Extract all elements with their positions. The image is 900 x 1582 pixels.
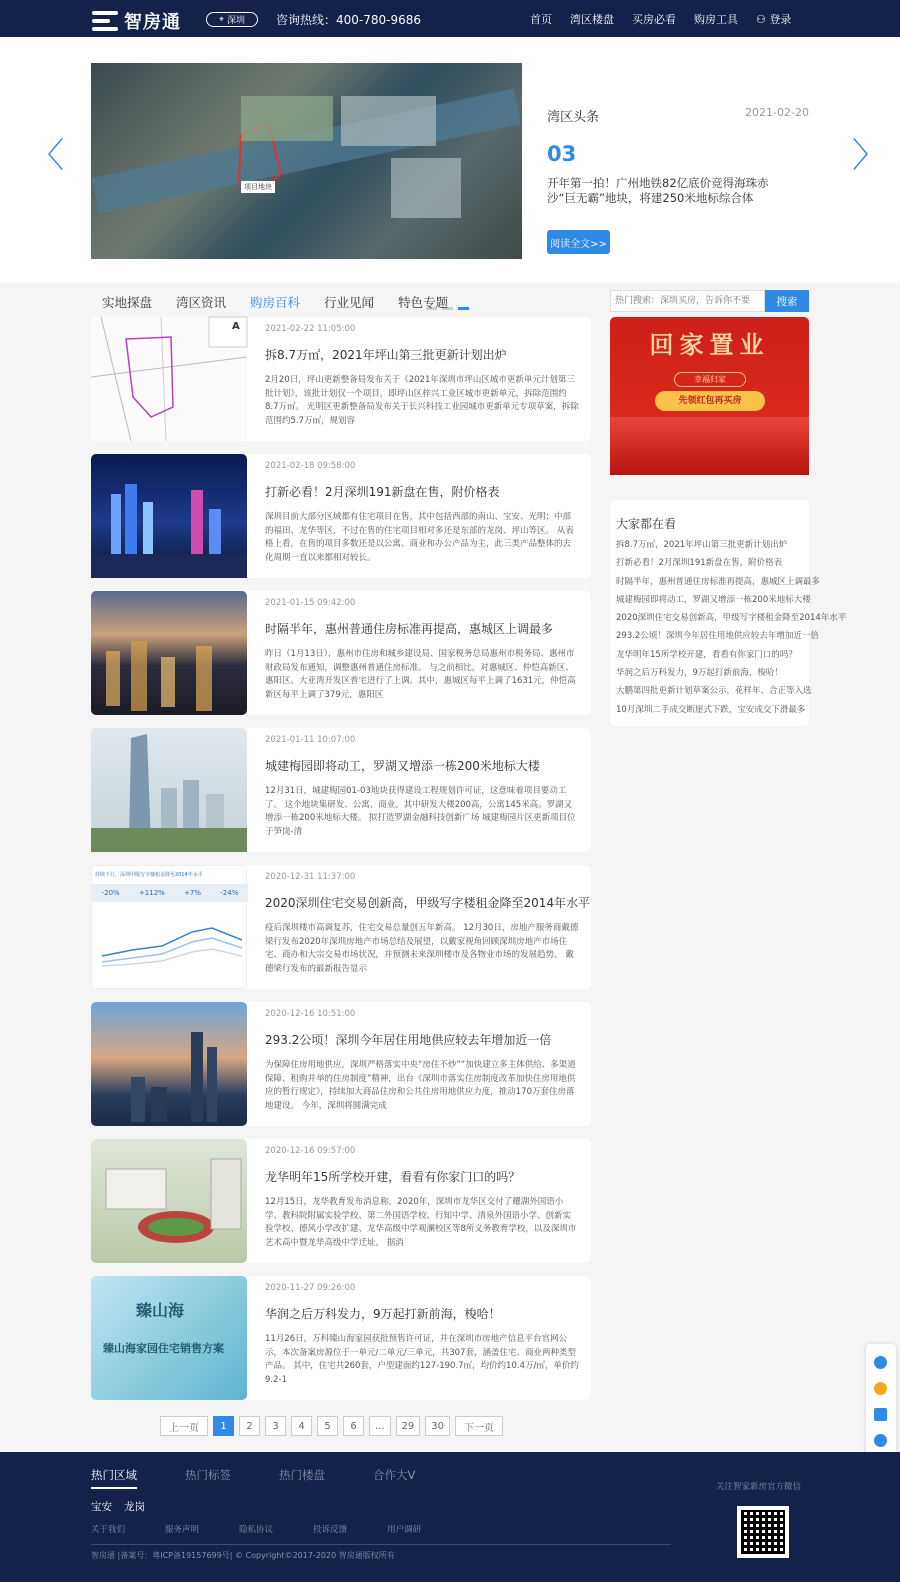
- area-link[interactable]: 宝安: [91, 1501, 112, 1513]
- read-more-button[interactable]: 阅读全文>>: [547, 230, 610, 254]
- nav-home[interactable]: 首页: [530, 13, 552, 26]
- article-summary: 12月15日，龙华教育发布消息称，2020年，深圳市龙华区交付了耀湖外国语小学、教科院附属实验学校、第二外国语学校、行知中学、清泉外国语小学、创新实验学校、德风小学改扩建、龙华高级中学观澜校区等8所义务教育学校，以及深圳市艺术高中暨龙华高级中学迁址。 据消: [265, 1197, 577, 1248]
- article-card[interactable]: [91, 317, 591, 441]
- article-title[interactable]: 拆8.7万㎡，2021年坪山第三批更新计划出炉: [265, 348, 507, 362]
- article-thumbnail: [91, 591, 247, 715]
- article-title[interactable]: 龙华明年15所学校开建，看看有你家门口的吗？: [265, 1170, 521, 1184]
- chart-stat: -24%: [220, 889, 239, 897]
- login-label: 登录: [769, 13, 792, 26]
- article-date: 2021-02-18 09:58:00: [265, 461, 356, 471]
- tower-render-graphic: [91, 728, 247, 852]
- carousel-dot-active[interactable]: [458, 307, 469, 310]
- promo-banner[interactable]: [610, 317, 809, 475]
- footer-link-survey[interactable]: 用户调研: [387, 1525, 422, 1535]
- popular-item[interactable]: 大鹏第四批更新计划草案公示，花样年、合正等入选: [616, 686, 812, 697]
- top-navbar: [0, 0, 900, 37]
- popular-item[interactable]: 华润之后万科发力，9万起打新前海，梭哈！: [616, 668, 783, 679]
- article-summary: 11月26日，万科臻山海家园获批预售许可证，并在深圳市房地产信息平台官网公示，本次备案房源位于一单元/二单元/三单元，共307套，涵盖住宅、商业两种类型产品。 其中，住宅共260套，户型建面约127-190.7㎡，均价约10.4万/㎡，单价约9.2-1: [265, 1334, 579, 1385]
- popular-item[interactable]: 拆8.7万㎡，2021年坪山第三批更新计划出炉: [616, 540, 788, 550]
- wechat-label: 关注智家新房官方微信: [716, 1482, 802, 1492]
- article-date: 2020-12-16 09:57:00: [265, 1146, 356, 1156]
- page-ellipsis: ...: [369, 1416, 391, 1436]
- user-icon: ⚇: [756, 13, 766, 26]
- article-thumbnail: [91, 317, 247, 441]
- page-button[interactable]: 2: [239, 1416, 260, 1436]
- page-button[interactable]: 4: [291, 1416, 312, 1436]
- banner-headline[interactable]: 开年第一拍！广州地铁82亿底价竞得海珠赤沙“巨无霸”地块，将建250米地标综合体: [547, 176, 769, 205]
- article-thumbnail: [91, 1139, 247, 1263]
- article-title[interactable]: 时隔半年，惠州普通住房标准再提高，惠城区上调最多: [265, 622, 554, 636]
- map-corner-logo: A: [232, 321, 240, 332]
- article-date: 2021-02-22 11:05:00: [265, 324, 356, 334]
- page-button[interactable]: 3: [265, 1416, 286, 1436]
- article-title[interactable]: 城建梅园即将动工，罗湖又增添一栋200米地标大楼: [265, 759, 540, 773]
- article-date: 2020-12-31 11:37:00: [265, 872, 356, 882]
- popular-item[interactable]: 打新必看！2月深圳191新盘在售，附价格表: [616, 558, 783, 569]
- page-button[interactable]: 5: [317, 1416, 338, 1436]
- tab-bay-news[interactable]: 湾区资讯: [176, 295, 227, 310]
- article-thumbnail: [91, 1002, 247, 1126]
- skyline-graphic: [91, 1002, 247, 1126]
- article-card[interactable]: [91, 1002, 591, 1126]
- chart-caption: 持续下行，深圳甲级写字楼租金降至2014年水平: [95, 872, 203, 878]
- page-button[interactable]: 30: [425, 1416, 450, 1436]
- tab-special-topics[interactable]: 特色专题: [398, 295, 449, 310]
- search-button[interactable]: 搜索: [765, 290, 809, 312]
- article-summary: 昨日（1月13日），惠州市住房和城乡建设局、国家税务总局惠州市税务局、惠州市财政局发布通知，调整惠州普通住房标准。 与之前相比，对惠城区、仲恺高新区、惠阳区、大亚湾开发区普宅进行了上调。其中，惠城区每平上调了1631元，仲恺高新区每平上调了379元，惠阳区: [265, 649, 576, 700]
- article-summary: 12月31日，城建梅园01-03地块获得建设工程规划许可证，这意味着项目要动工了。 这个地块集研发、公寓、商业。其中研发大楼200高，公寓145米高。罗湖又增添一栋200米地标大楼。 拟打造罗湖金融科技创新广场 城建梅园片区更新项目位于笋岗-清: [265, 786, 576, 837]
- footer-link-complaint[interactable]: 投诉反馈: [313, 1525, 348, 1535]
- next-page-button[interactable]: 下一页: [455, 1416, 503, 1436]
- banner-overlay-shapes: [91, 63, 522, 259]
- hotline: 咨询热线：400-780-9686: [276, 13, 422, 27]
- carousel-next-arrow-icon[interactable]: 〉: [852, 136, 886, 176]
- tab-industry-insights[interactable]: 行业见闻: [324, 295, 375, 310]
- popular-item[interactable]: 10月深圳二手成交断崖式下跌，宝安成交下滑最多: [616, 704, 806, 715]
- tab-site-visits[interactable]: 实地探盘: [102, 295, 153, 310]
- nav-buying-tools[interactable]: 购房工具: [694, 13, 738, 26]
- page-button[interactable]: 6: [343, 1416, 364, 1436]
- pagination: [160, 1416, 503, 1436]
- chart-stat: +7%: [184, 889, 202, 897]
- article-title[interactable]: 2020深圳住宅交易创新高，甲级写字楼租金降至2014年水平: [265, 896, 591, 910]
- nav-bay-area-properties[interactable]: 湾区楼盘: [570, 13, 614, 26]
- article-thumbnail: [91, 865, 247, 989]
- promo-subtitle: 幸福归家: [674, 372, 746, 387]
- qr-pattern: [741, 1510, 785, 1554]
- footer-areas: [91, 1499, 145, 1514]
- article-summary: 疫后深圳楼市高调复苏，住宅交易总量创五年新高。 12月30日，房地产服务商戴德梁行发布2020年深圳房地产市场总结及展望，以戴家视角回顾深圳房地产市场住宅、商办和大宗交易市场状况，并预测未来深圳楼市及各物业市场的发展趋势。 戴德梁行发布的最新报告显示: [265, 923, 579, 974]
- article-summary: 2月20日，坪山更新整备局发布关于《2021年深圳市坪山区城市更新单元计划第三批计划》，该批计划仅一个项目，即坪山区梓兴工业区城市更新单元，拆除范围约8.7万㎡。 光明区更新整备局发布关于长兴科技工业园城市更新单元专项草案，拆除范围约5.7万㎡，规划容: [265, 375, 579, 426]
- banner-tag: 湾区头条: [547, 110, 600, 125]
- chart-stat: -20%: [101, 889, 120, 897]
- city-dusk-graphic: [91, 591, 247, 715]
- article-card[interactable]: [91, 591, 591, 715]
- article-title[interactable]: 华润之后万科发力，9万起打新前海，梭哈！: [265, 1307, 501, 1321]
- search-input[interactable]: [610, 290, 765, 312]
- footer-links: [91, 1523, 421, 1535]
- project-logo: 臻山海: [136, 1301, 185, 1320]
- nav-buying-guide[interactable]: 买房必看: [632, 13, 676, 26]
- map-tag: 项目地块: [241, 181, 275, 193]
- article-card[interactable]: [91, 728, 591, 852]
- popular-item[interactable]: 293.2公顷！深圳今年居住用地供应较去年增加近一倍: [616, 631, 819, 642]
- article-card[interactable]: [91, 1139, 591, 1263]
- article-date: 2020-12-16 10:51:00: [265, 1009, 356, 1019]
- tab-buying-encyclopedia[interactable]: 购房百科: [250, 295, 301, 310]
- popular-item[interactable]: 龙华明年15所学校开建，看看有你家门口的吗？: [616, 649, 797, 660]
- article-summary: 为保障住房用地供应，深圳严格落实中央“房住不炒”“加快建立多主体供给、多渠道保障、租购并举的住房制度”精神，出台《深圳市落实住房制度改革加快住房用地供应的暂行规定》，持续加大商品住房和公共住房用地供应力度，推动170万套住房落地建设。 今年，深圳将圆满完成: [265, 1060, 576, 1111]
- school-render-graphic: [91, 1139, 247, 1263]
- promo-city-graphic: [610, 417, 809, 475]
- article-date: 2020-11-27 09:26:00: [265, 1283, 356, 1293]
- footer-tabs: [91, 1467, 415, 1489]
- prev-page-button[interactable]: 上一页: [160, 1416, 208, 1436]
- article-thumbnail: [91, 1276, 247, 1400]
- popular-item[interactable]: 2020深圳住宅交易创新高，甲级写字楼租金降至2014年水平: [616, 613, 847, 624]
- article-date: 2021-01-11 10:07:00: [265, 735, 356, 745]
- location-pin-icon: ⌖: [218, 14, 225, 25]
- promo-ribbon: 先领红包再买房: [655, 391, 765, 411]
- floating-toolbar: [866, 1344, 896, 1456]
- city-night-graphic: [91, 454, 247, 578]
- footer-tab-partners[interactable]: 合作大V: [373, 1468, 416, 1482]
- chart-stat: +112%: [138, 889, 165, 897]
- banner-image[interactable]: [91, 63, 522, 259]
- footer-tab-hot-properties[interactable]: 热门楼盘: [279, 1468, 325, 1482]
- footer-tab-hot-tags[interactable]: 热门标签: [185, 1468, 231, 1482]
- article-thumbnail: [91, 454, 247, 578]
- article-summary: 深圳目前大部分区域都有住宅项目在售，其中包括西部的南山、宝安、光明；中部的福田、龙华等区，不过在售的住宅项目相对多还是东部的龙岗、坪山等区。 从表格上看，在售的项目多数还是以公寓、商业和办公产品为主，此三类产品整体的去化周期一直以来都相对较长。: [265, 512, 574, 563]
- article-date: 2021-01-15 09:42:00: [265, 598, 356, 608]
- consult-icon[interactable]: [874, 1356, 887, 1369]
- page-button-active[interactable]: 1: [213, 1416, 234, 1436]
- article-card[interactable]: [91, 454, 591, 578]
- city-selector[interactable]: [206, 12, 258, 27]
- popular-item[interactable]: 时隔半年，惠州普通住房标准再提高，惠城区上调最多: [616, 576, 821, 587]
- article-card[interactable]: [91, 865, 591, 989]
- login-button[interactable]: [756, 11, 791, 27]
- footer-divider: [91, 1544, 671, 1545]
- article-thumbnail: [91, 728, 247, 852]
- logo-mark-icon: [92, 11, 118, 31]
- footer-link-privacy[interactable]: 隐私协议: [239, 1525, 274, 1535]
- logo-text: 智房通: [124, 12, 181, 33]
- article-title[interactable]: 293.2公顷！深圳今年居住用地供应较去年增加近一倍: [265, 1033, 552, 1047]
- agent-icon[interactable]: [874, 1382, 887, 1395]
- chart-lines-graphic: [92, 866, 248, 990]
- footer-copyright: 智房通 |备案号：粤ICP备19157699号| © Copyright©2017-2020 智房通版权所有: [91, 1551, 395, 1560]
- popular-title: 大家都在看: [616, 517, 677, 531]
- footer: [0, 1452, 900, 1582]
- category-tabs: [102, 293, 448, 311]
- banner-carousel: [0, 37, 900, 283]
- footer-link-service[interactable]: 服务声明: [165, 1525, 200, 1535]
- banner-date: 2021-02-20: [745, 106, 809, 119]
- carousel-prev-arrow-icon[interactable]: 〈: [30, 136, 64, 176]
- main-nav: [530, 11, 791, 27]
- popular-item[interactable]: 城建梅园即将动工，罗湖又增添一栋200米地标大楼: [616, 594, 811, 605]
- promo-title: 回家置业: [649, 330, 770, 359]
- project-subtitle: 臻山海家园住宅销售方案: [103, 1342, 224, 1355]
- page-button[interactable]: 29: [396, 1416, 421, 1436]
- logo[interactable]: [92, 8, 181, 34]
- article-card[interactable]: [91, 1276, 591, 1400]
- article-title[interactable]: 打新必看！2月深圳191新盘在售，附价格表: [265, 485, 500, 499]
- popular-articles: [610, 500, 847, 726]
- chat-icon[interactable]: [874, 1434, 887, 1447]
- footer-tab-hot-areas[interactable]: 热门区域: [91, 1467, 137, 1489]
- area-link[interactable]: 龙岗: [124, 1501, 145, 1513]
- article-list: [91, 317, 591, 1413]
- site-plan-graphic: [91, 317, 247, 441]
- banner-index: 03: [547, 142, 577, 166]
- footer-link-about[interactable]: 关于我们: [91, 1525, 126, 1535]
- feedback-icon[interactable]: [874, 1408, 887, 1421]
- city-label: 深圳: [227, 16, 246, 26]
- wechat-qr-code: [737, 1506, 789, 1558]
- search-bar: [610, 290, 809, 312]
